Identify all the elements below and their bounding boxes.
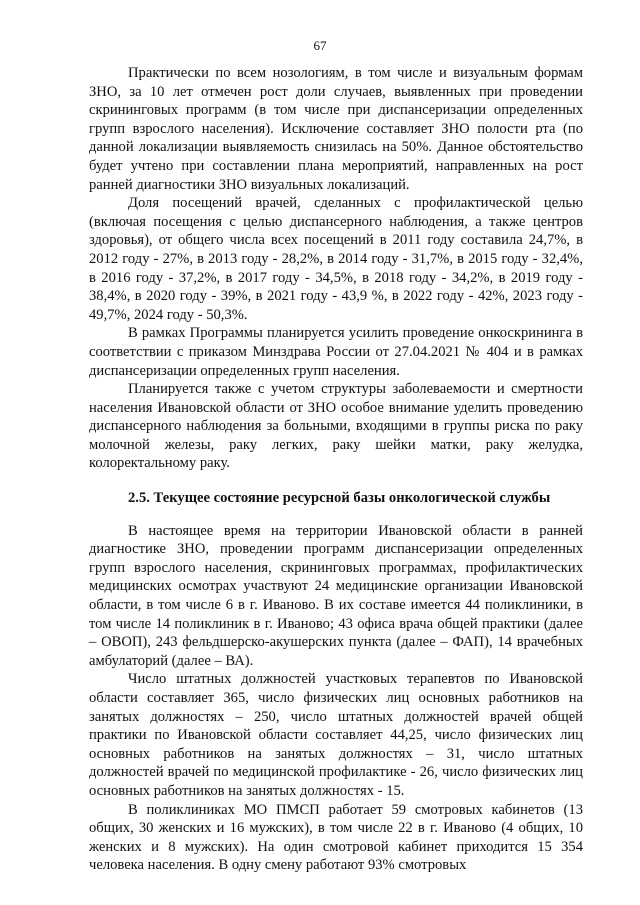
paragraph-dispensary-observation: Планируется также с учетом структуры заболеваемости и смертности населения Ивановской области от ЗНО особое внимание уделить проведению диспансерного наблюдения за больными, входящими в группы риска по раку молочной железы, раку легких, раку шейки матки, раку желудка, колоректальному раку.: [89, 381, 583, 472]
page-number: 67: [313, 38, 327, 53]
section-heading: 2.5. Текущее состояние ресурсной базы онкологической службы: [128, 490, 551, 507]
paragraph-oncoscreening-plan: В рамках Программы планируется усилить проведение онкоскрининга в соответствии с приказом Минздрава России от 27.04.2021 № 404 и в рамках диспансеризации определенных групп населения.: [89, 325, 583, 379]
page-content: [89, 64, 583, 875]
paragraph-screening-share: Практически по всем нозологиям, в том числе и визуальным формам ЗНО, за 10 лет отмечен рост доли случаев, выявленных при проведении скрининговых программ (в том числе при диспансеризации определенных групп взрослого населения). Исключение составляет ЗНО полости рта (по данной локализации выявляемость снизилась на 50%. Данное обстоятельство будет учтено при составлении плана мероприятий, направленных на рост ранней диагностики ЗНО визуальных локализаций.: [89, 65, 583, 193]
paragraph-staff-positions: Число штатных должностей участковых терапевтов по Ивановской области составляет 365, число физических лиц основных работников на занятых должностях – 250, число штатных должностей врачей общей практики по Ивановской области составляет 44,25, число физических лиц основных работников на занятых должностях – 31, число штатных должностей врачей по медицинской профилактике - 26, число физических лиц основных работников на занятых должностях - 15.: [89, 671, 583, 799]
paragraph-preventive-visits: Доля посещений врачей, сделанных с профилактической целью (включая посещения с целью диспансерного наблюдения, а также центров здоровья), от общего числа всех посещений в 2011 году составила 24,7%, в 2012 году - 27%, в 2013 году - 28,2%, в 2014 году - 31,7%, в 2015 году - 32,4%, в 2016 году - 37,2%, в 2017 году - 34,5%, в 2018 году - 34,2%, в 2019 году - 38,4%, в 2020 году - 39%, в 2021 году - 43,9 %, в 2022 году - 42%, 2023 году - 49,7%, 2024 году - 50,3%.: [89, 195, 583, 323]
paragraph-medical-organizations: В настоящее время на территории Ивановской области в ранней диагностике ЗНО, проведении программ диспансеризации определенных групп взрослого населения, скрининговых программах, профилактических медицинских осмотрах участвуют 24 медицинские организации Ивановской области, в том числе 6 в г. Иваново. В их составе имеется 44 поликлиники, в том числе 14 поликлиник в г. Иваново; 43 офиса врача общей практики (далее – ОВОП), 243 фельдшерско-акушерских пункта (далее – ФАП), 14 врачебных амбулаторий (далее – ВА).: [89, 522, 583, 669]
paragraph-examination-rooms: В поликлиниках МО ПМСП работает 59 смотровых кабинетов (13 общих, 30 женских и 16 мужских), в том числе 22 в г. Иваново (4 общих, 10 женских и 8 мужских). На один смотровой кабинет приходится 15 354 человека населения. В одну смену работают 93% смотровых: [89, 801, 583, 874]
